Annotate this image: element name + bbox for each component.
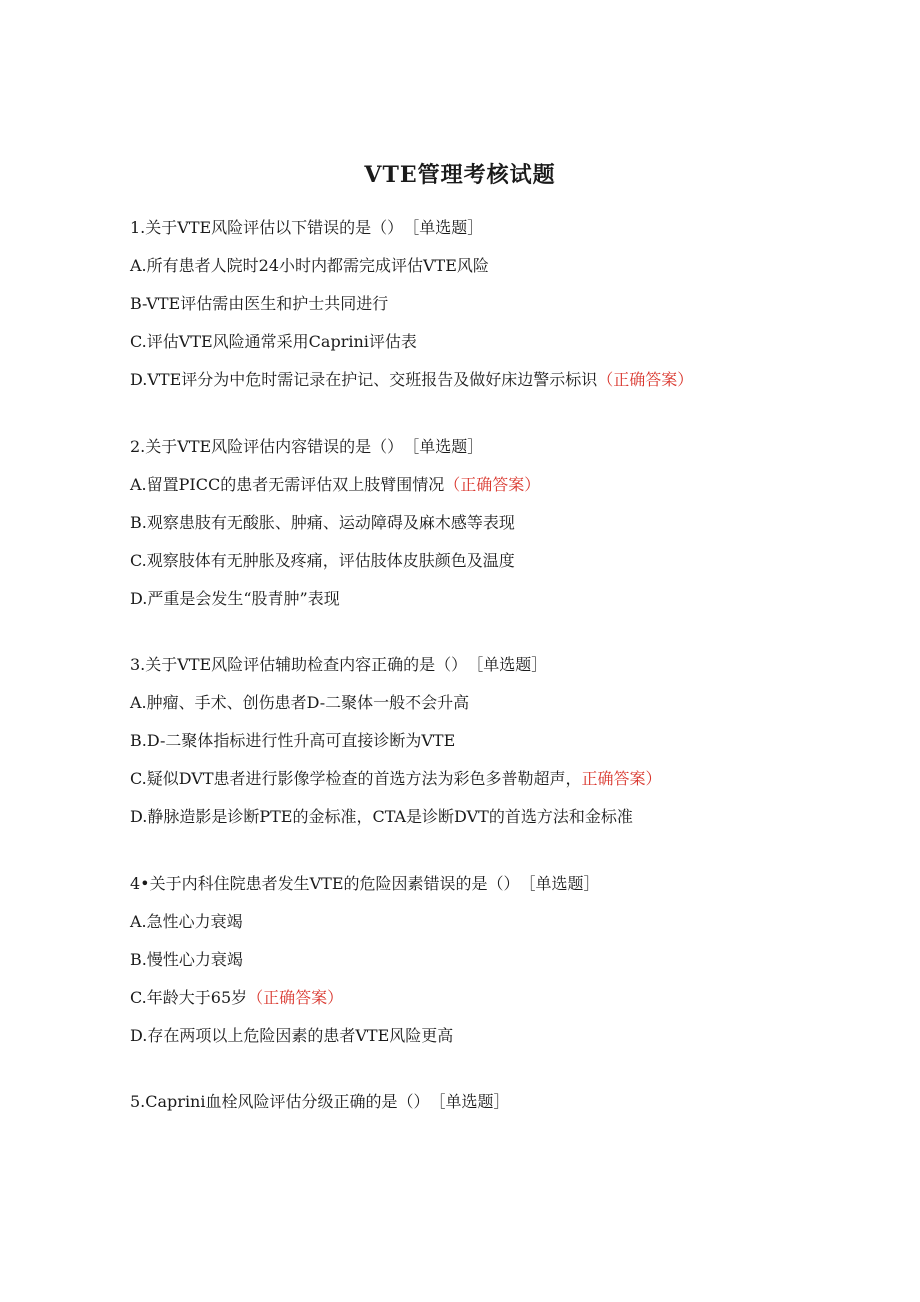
correct-answer-mark: 正确答案）: [581, 769, 662, 788]
option-text: A.所有患者人院时24小时内都需完成评估VTE风险: [130, 256, 489, 275]
option-text: A.肿瘤、手术、创伤患者D-二聚体一般不会升高: [130, 693, 470, 712]
question-text: 4•关于内科住院患者发生VTE的危险因素错误的是（）: [130, 874, 520, 893]
option-b: [130, 292, 850, 316]
question-type-tag: ［单选题］: [437, 1092, 510, 1111]
question-text: 2.关于VTE风险评估内容错误的是（）: [130, 437, 404, 456]
option-d: [130, 1024, 850, 1048]
option-a: [130, 910, 850, 934]
question-type-tag: ［单选题］: [411, 218, 484, 237]
question-type-tag: ［单选题］: [475, 655, 548, 674]
question-type-tag: ［单选题］: [527, 874, 600, 893]
question-4: [130, 872, 850, 1048]
option-text: B.观察患肢有无酸胀、肿痛、运动障碍及麻木感等表现: [130, 513, 515, 532]
correct-answer-mark: （正确答案）: [444, 475, 541, 494]
option-text: D.存在两项以上危险因素的患者VTE风险更高: [130, 1026, 454, 1045]
option-c: [130, 767, 850, 791]
option-b: [130, 948, 850, 972]
question-text: 3.关于VTE风险评估辅助检查内容正确的是（）: [130, 655, 468, 674]
correct-answer-mark: （正确答案）: [247, 988, 344, 1007]
option-text: D.静脉造影是诊断PTE的金标准，CTA是诊断DVT的首选方法和金标准: [130, 807, 633, 826]
option-text: B-VTE评估需由医生和护士共同进行: [130, 294, 389, 313]
question-stem: [130, 872, 850, 896]
question-stem: [130, 1090, 850, 1114]
correct-answer-mark: （正确答案）: [597, 370, 694, 389]
option-d: [130, 805, 850, 829]
option-c: [130, 549, 850, 573]
question-1: [130, 216, 850, 392]
option-a: [130, 473, 850, 497]
option-b: [130, 511, 850, 535]
question-text: 5.Caprini血栓风险评估分级正确的是（）: [130, 1092, 430, 1111]
option-text: C.观察肢体有无肿胀及疼痛，评估肢体皮肤颜色及温度: [130, 551, 515, 570]
page-title: VTE管理考核试题: [364, 162, 556, 188]
question-3: [130, 653, 850, 829]
option-c: [130, 986, 850, 1010]
option-text: A.急性心力衰竭: [130, 912, 243, 931]
question-text: 1.关于VTE风险评估以下错误的是（）: [130, 218, 404, 237]
question-5: [130, 1090, 850, 1114]
option-b: [130, 729, 850, 753]
question-stem: [130, 216, 850, 240]
option-text: D.VTE评分为中危时需记录在护记、交班报告及做好床边警示标识: [130, 370, 598, 389]
option-text: B.D-二聚体指标进行性升高可直接诊断为VTE: [130, 731, 456, 750]
option-text: C.疑似DVT患者进行影像学检查的首选方法为彩色多普勒超声，: [130, 769, 582, 788]
option-a: [130, 254, 850, 278]
option-text: C.评估VTE风险通常采用Caprini评估表: [130, 332, 417, 351]
option-a: [130, 691, 850, 715]
question-type-tag: ［单选题］: [411, 437, 484, 456]
option-text: B.慢性心力衰竭: [130, 950, 243, 969]
option-text: C.年龄大于65岁: [130, 988, 248, 1007]
question-stem: [130, 435, 850, 459]
option-d: [130, 587, 850, 611]
option-d: [130, 368, 850, 392]
question-2: [130, 435, 850, 611]
option-c: [130, 330, 850, 354]
option-text: D.严重是会发生“股青肿”表现: [130, 589, 340, 608]
question-stem: [130, 653, 850, 677]
option-text: A.留置PICC的患者无需评估双上肢臂围情况: [130, 475, 445, 494]
